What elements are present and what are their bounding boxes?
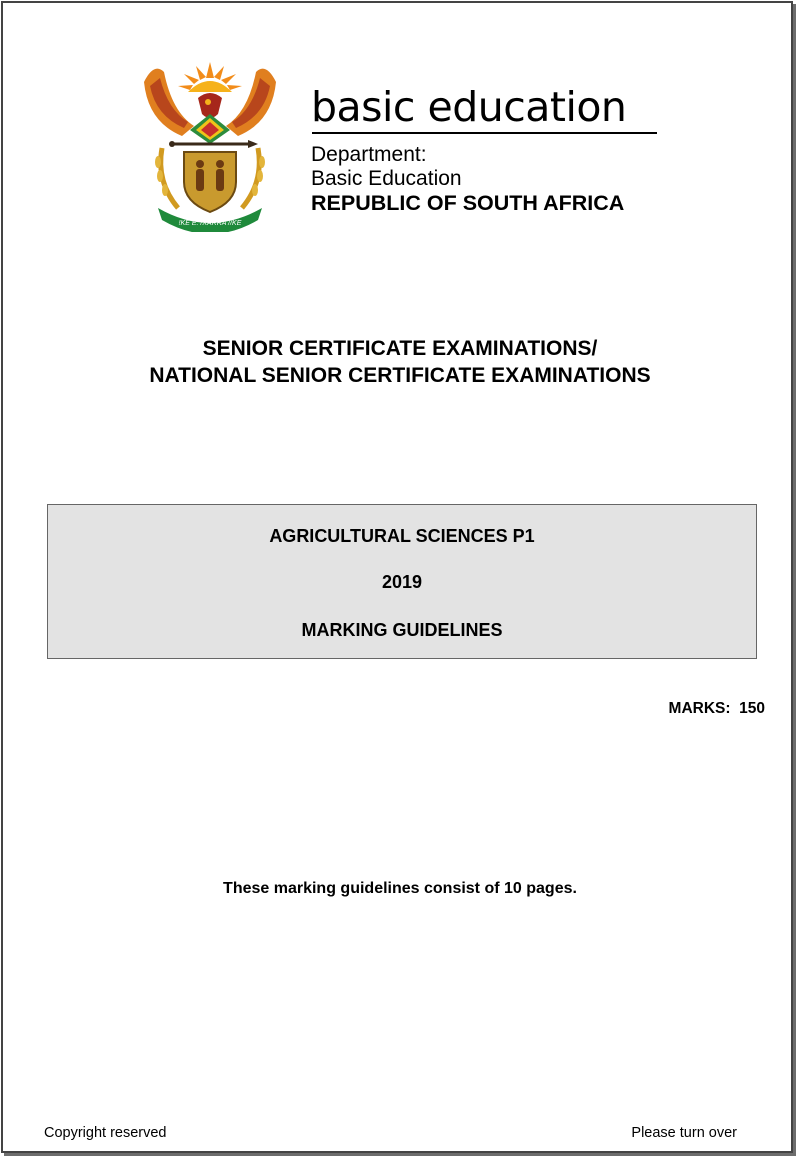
coat-of-arms-icon xyxy=(138,52,282,232)
department-label: Department: xyxy=(311,143,427,166)
marks-total: MARKS: 150 xyxy=(668,700,765,717)
country-name: REPUBLIC OF SOUTH AFRICA xyxy=(311,191,625,215)
crest-motto: !KE E: /XARRA //KE xyxy=(178,220,242,227)
logo-wordmark: basic education xyxy=(311,83,627,131)
exam-year: 2019 xyxy=(381,572,423,592)
exam-title-line-2: NATIONAL SENIOR CERTIFICATE EXAMINATIONS xyxy=(149,364,651,387)
footer-copyright: Copyright reserved xyxy=(44,1125,167,1141)
logo-underline xyxy=(312,132,657,134)
subject-box xyxy=(47,504,757,659)
footer-turn-over: Please turn over xyxy=(631,1125,737,1141)
department-name: Basic Education xyxy=(311,167,462,190)
exam-title-line-1: SENIOR CERTIFICATE EXAMINATIONS/ xyxy=(202,337,598,360)
document-type: MARKING GUIDELINES xyxy=(301,620,503,640)
subject-title: AGRICULTURAL SCIENCES P1 xyxy=(269,526,535,546)
page-count-note: These marking guidelines consist of 10 pages. xyxy=(223,880,577,897)
